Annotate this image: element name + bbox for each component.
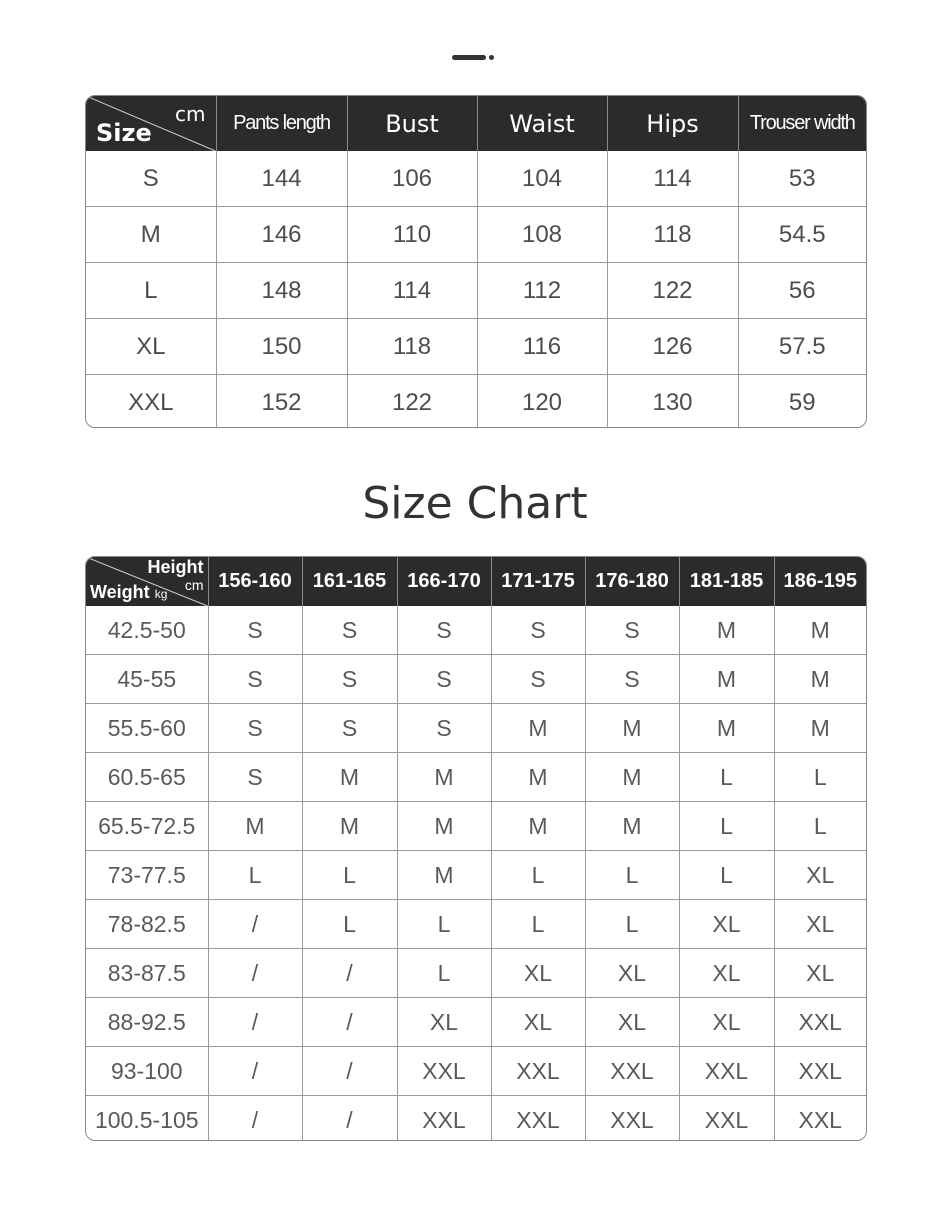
table-row <box>86 151 866 207</box>
measurement-cell: 57.5 <box>738 319 866 375</box>
size-cell: S <box>585 655 679 704</box>
measurement-cell: 118 <box>347 319 477 375</box>
header-trouser-width: Trouser width <box>738 96 866 151</box>
weight-range-cell: 45-55 <box>86 655 208 704</box>
weight-range-cell: 78-82.5 <box>86 900 208 949</box>
size-cell: XL <box>491 949 585 998</box>
size-chart-corner-cell <box>86 557 208 606</box>
size-cell: / <box>208 900 302 949</box>
decorative-dash <box>452 55 486 60</box>
size-cell: L <box>397 949 491 998</box>
size-cell: XL <box>585 949 679 998</box>
height-range-header: 171-175 <box>491 557 585 606</box>
size-cell: M <box>86 207 216 263</box>
weight-range-cell: 83-87.5 <box>86 949 208 998</box>
measurement-cell: 152 <box>216 375 347 429</box>
size-cell: / <box>208 998 302 1047</box>
size-cell: L <box>397 900 491 949</box>
measurement-cell: 122 <box>607 263 738 319</box>
size-cell: L <box>679 851 774 900</box>
size-cell: S <box>585 606 679 655</box>
size-cell: L <box>679 802 774 851</box>
measurement-cell: 118 <box>607 207 738 263</box>
table-row <box>86 802 866 851</box>
size-cell: XL <box>397 998 491 1047</box>
measurement-cell: 114 <box>347 263 477 319</box>
size-cell: L <box>679 753 774 802</box>
measurement-cell: 130 <box>607 375 738 429</box>
measurement-cell: 54.5 <box>738 207 866 263</box>
measurement-cell: 122 <box>347 375 477 429</box>
table-row <box>86 998 866 1047</box>
measurement-corner-cell <box>86 96 216 151</box>
height-range-header: 176-180 <box>585 557 679 606</box>
weight-range-cell: 73-77.5 <box>86 851 208 900</box>
weight-range-cell: 93-100 <box>86 1047 208 1096</box>
weight-range-cell: 55.5-60 <box>86 704 208 753</box>
size-cell: XXL <box>491 1096 585 1142</box>
size-cell: / <box>208 1096 302 1142</box>
size-chart-title: Size Chart <box>362 478 588 529</box>
size-cell: XXL <box>679 1096 774 1142</box>
size-cell: S <box>397 704 491 753</box>
size-cell: / <box>302 998 397 1047</box>
size-cell: S <box>208 606 302 655</box>
table-row <box>86 263 866 319</box>
size-cell: L <box>774 753 866 802</box>
table-row <box>86 753 866 802</box>
size-cell: M <box>585 753 679 802</box>
size-cell: XXL <box>679 1047 774 1096</box>
size-cell: L <box>491 900 585 949</box>
size-cell: L <box>302 851 397 900</box>
header-hips: Hips <box>607 96 738 151</box>
size-chart-table <box>85 556 867 1141</box>
measurement-cell: 104 <box>477 151 607 207</box>
size-chart-header-row <box>86 557 866 606</box>
size-cell: L <box>585 851 679 900</box>
measurement-cell: 110 <box>347 207 477 263</box>
size-cell: XL <box>86 319 216 375</box>
size-cell: M <box>491 704 585 753</box>
size-cell: S <box>86 151 216 207</box>
measurement-cell: 108 <box>477 207 607 263</box>
size-cell: / <box>302 1096 397 1142</box>
size-cell: XXL <box>491 1047 585 1096</box>
size-cell: S <box>397 655 491 704</box>
size-cell: S <box>208 704 302 753</box>
size-cell: M <box>585 802 679 851</box>
size-cell: M <box>397 753 491 802</box>
corner-weight-label <box>90 582 167 603</box>
size-cell: L <box>86 263 216 319</box>
size-cell: S <box>302 606 397 655</box>
size-cell: L <box>302 900 397 949</box>
size-cell: L <box>208 851 302 900</box>
size-cell: S <box>491 606 585 655</box>
measurement-cell: 106 <box>347 151 477 207</box>
height-range-header: 186-195 <box>774 557 866 606</box>
size-cell: XL <box>774 851 866 900</box>
weight-range-cell: 60.5-65 <box>86 753 208 802</box>
measurement-cell: 150 <box>216 319 347 375</box>
height-unit: cm <box>184 577 204 593</box>
size-cell: XL <box>491 998 585 1047</box>
table-row <box>86 655 866 704</box>
height-range-header: 156-160 <box>208 557 302 606</box>
size-cell: / <box>208 1047 302 1096</box>
size-cell: / <box>208 949 302 998</box>
size-cell: M <box>774 606 866 655</box>
size-cell: / <box>302 949 397 998</box>
size-cell: XXL <box>585 1096 679 1142</box>
size-cell: M <box>774 704 866 753</box>
decorative-dot <box>489 55 494 60</box>
corner-size-label: Size <box>96 119 152 147</box>
size-cell: M <box>302 753 397 802</box>
table-row <box>86 319 866 375</box>
size-cell: XXL <box>397 1096 491 1142</box>
measurement-cell: 126 <box>607 319 738 375</box>
size-cell: M <box>679 704 774 753</box>
size-cell: XL <box>585 998 679 1047</box>
size-cell: M <box>397 802 491 851</box>
height-range-header: 166-170 <box>397 557 491 606</box>
size-cell: XL <box>774 900 866 949</box>
size-cell: M <box>679 655 774 704</box>
weight-range-cell: 65.5-72.5 <box>86 802 208 851</box>
size-cell: XL <box>679 949 774 998</box>
size-cell: XXL <box>397 1047 491 1096</box>
size-cell: M <box>491 802 585 851</box>
height-range-header: 181-185 <box>679 557 774 606</box>
size-cell: M <box>208 802 302 851</box>
header-bust: Bust <box>347 96 477 151</box>
size-cell: XXL <box>86 375 216 429</box>
header-waist: Waist <box>477 96 607 151</box>
measurement-cell: 112 <box>477 263 607 319</box>
size-cell: M <box>302 802 397 851</box>
table-row <box>86 704 866 753</box>
size-cell: S <box>302 655 397 704</box>
table-row <box>86 851 866 900</box>
size-cell: S <box>491 655 585 704</box>
weight-unit: kg <box>154 587 168 601</box>
size-cell: M <box>491 753 585 802</box>
size-cell: XL <box>679 998 774 1047</box>
table-row <box>86 606 866 655</box>
table-row <box>86 949 866 998</box>
size-cell: M <box>585 704 679 753</box>
measurement-cell: 114 <box>607 151 738 207</box>
measurement-cell: 146 <box>216 207 347 263</box>
measurement-cell: 56 <box>738 263 866 319</box>
size-cell: L <box>491 851 585 900</box>
measurement-table <box>85 95 867 428</box>
table-row <box>86 207 866 263</box>
size-cell: M <box>679 606 774 655</box>
weight-range-cell: 88-92.5 <box>86 998 208 1047</box>
size-cell: M <box>774 655 866 704</box>
size-cell: XL <box>679 900 774 949</box>
weight-range-cell: 100.5-105 <box>86 1096 208 1142</box>
measurement-cell: 59 <box>788 388 816 416</box>
size-cell: S <box>302 704 397 753</box>
corner-unit-label: cm <box>175 102 206 126</box>
measurement-cell: 116 <box>477 319 607 375</box>
size-cell: XXL <box>774 1047 866 1096</box>
table-row <box>86 375 866 429</box>
measurement-cell: 53 <box>738 151 866 207</box>
size-cell: S <box>208 655 302 704</box>
table-row <box>86 900 866 949</box>
weight-label: Weight <box>90 582 150 602</box>
measurement-cell: 148 <box>216 263 347 319</box>
size-cell: XXL <box>585 1047 679 1096</box>
size-cell: S <box>397 606 491 655</box>
size-cell: / <box>302 1047 397 1096</box>
height-range-header: 161-165 <box>302 557 397 606</box>
size-cell: S <box>208 753 302 802</box>
size-cell: L <box>585 900 679 949</box>
measurement-cell: 120 <box>477 375 607 429</box>
size-cell: XXL <box>798 1106 842 1133</box>
size-cell: XXL <box>774 998 866 1047</box>
table-row <box>86 1047 866 1096</box>
height-label: Height <box>147 557 204 577</box>
size-cell: L <box>774 802 866 851</box>
header-pants-length: Pants length <box>216 96 347 151</box>
table-row <box>86 1096 866 1142</box>
measurement-header-row <box>86 96 866 151</box>
weight-range-cell: 42.5-50 <box>86 606 208 655</box>
size-cell: M <box>397 851 491 900</box>
measurement-cell: 144 <box>216 151 347 207</box>
size-cell: XL <box>774 949 866 998</box>
